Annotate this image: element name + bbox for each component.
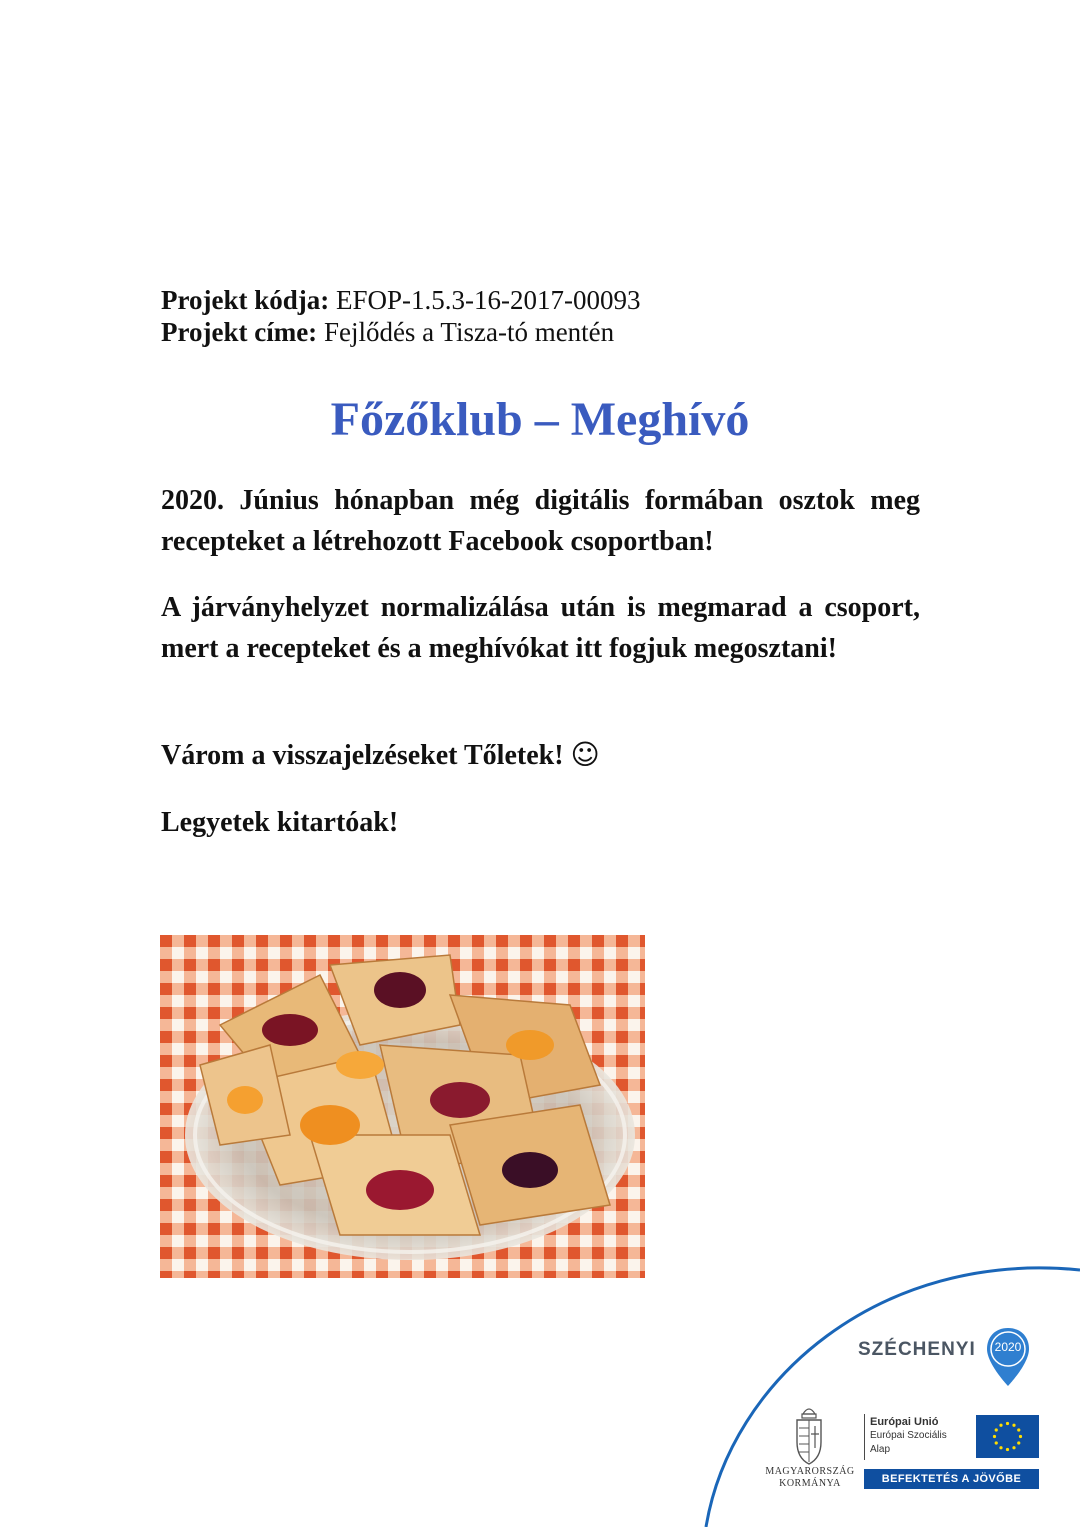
eu-star-icon [1019, 1435, 1022, 1438]
szechenyi-wordmark: SZÉCHENYI [858, 1339, 976, 1360]
invest-banner: BEFEKTETÉS A JÖVŐBE [864, 1469, 1039, 1489]
eu-star-icon [1012, 1424, 1015, 1427]
eu-star-icon [995, 1441, 998, 1444]
szechenyi-year: 2020 [994, 1340, 1022, 1354]
smiley-icon: ☺ [570, 738, 600, 771]
project-code-label: Projekt kódja: [161, 285, 330, 315]
paragraph-3 [161, 734, 920, 776]
eu-star-icon [999, 1446, 1002, 1449]
paragraph-2: A járványhelyzet normalizálása után is megmarad a csoport, mert a recepteket és a meghívókat itt fogjuk megosztani! [161, 592, 920, 664]
project-title-value: Fejlődés a Tisza-tó mentén [323, 317, 615, 347]
paragraph-3-text: Várom a visszajelzéseket Tőletek! [161, 740, 564, 771]
eu-star-icon [1006, 1422, 1009, 1425]
government-line-1: MAGYARORSZÁG [765, 1466, 855, 1477]
project-code-value: EFOP-1.5.3-16-2017-00093 [336, 285, 641, 315]
government-line-2: KORMÁNYA [779, 1478, 841, 1489]
government-caption [760, 1466, 860, 1490]
pastry-photo-graphic [160, 935, 645, 1278]
szechenyi-pin-icon [985, 1326, 1031, 1388]
eu-line-3: Alap [870, 1444, 891, 1455]
pastry-photo [160, 935, 645, 1278]
page-title: Főzőklub – Meghívó [330, 393, 750, 446]
eu-line-1: Európai Unió [870, 1416, 939, 1428]
eu-star-icon [1006, 1448, 1009, 1451]
eu-star-icon [995, 1428, 998, 1431]
eu-star-icon [1017, 1441, 1020, 1444]
project-title-line [161, 316, 641, 348]
eu-star-icon [1012, 1446, 1015, 1449]
project-title-label: Projekt címe: [161, 317, 318, 347]
eu-star-icon [993, 1435, 996, 1438]
project-code-line [161, 284, 641, 316]
eu-flag-icon [976, 1415, 1039, 1458]
paragraph-4: Legyetek kitartóak! [161, 807, 399, 838]
eu-line-2: Európai Szociális [870, 1430, 947, 1441]
paragraph-1: 2020. Június hónapban még digitális formában osztok meg recepteket a létrehozott Facebook csoportban! [161, 485, 920, 557]
project-info [161, 284, 641, 348]
eu-fund-text [870, 1415, 947, 1457]
hungary-coat-of-arms-icon [793, 1404, 825, 1466]
eu-star-icon [999, 1424, 1002, 1427]
eu-star-icon [1017, 1428, 1020, 1431]
eu-divider [864, 1414, 865, 1460]
